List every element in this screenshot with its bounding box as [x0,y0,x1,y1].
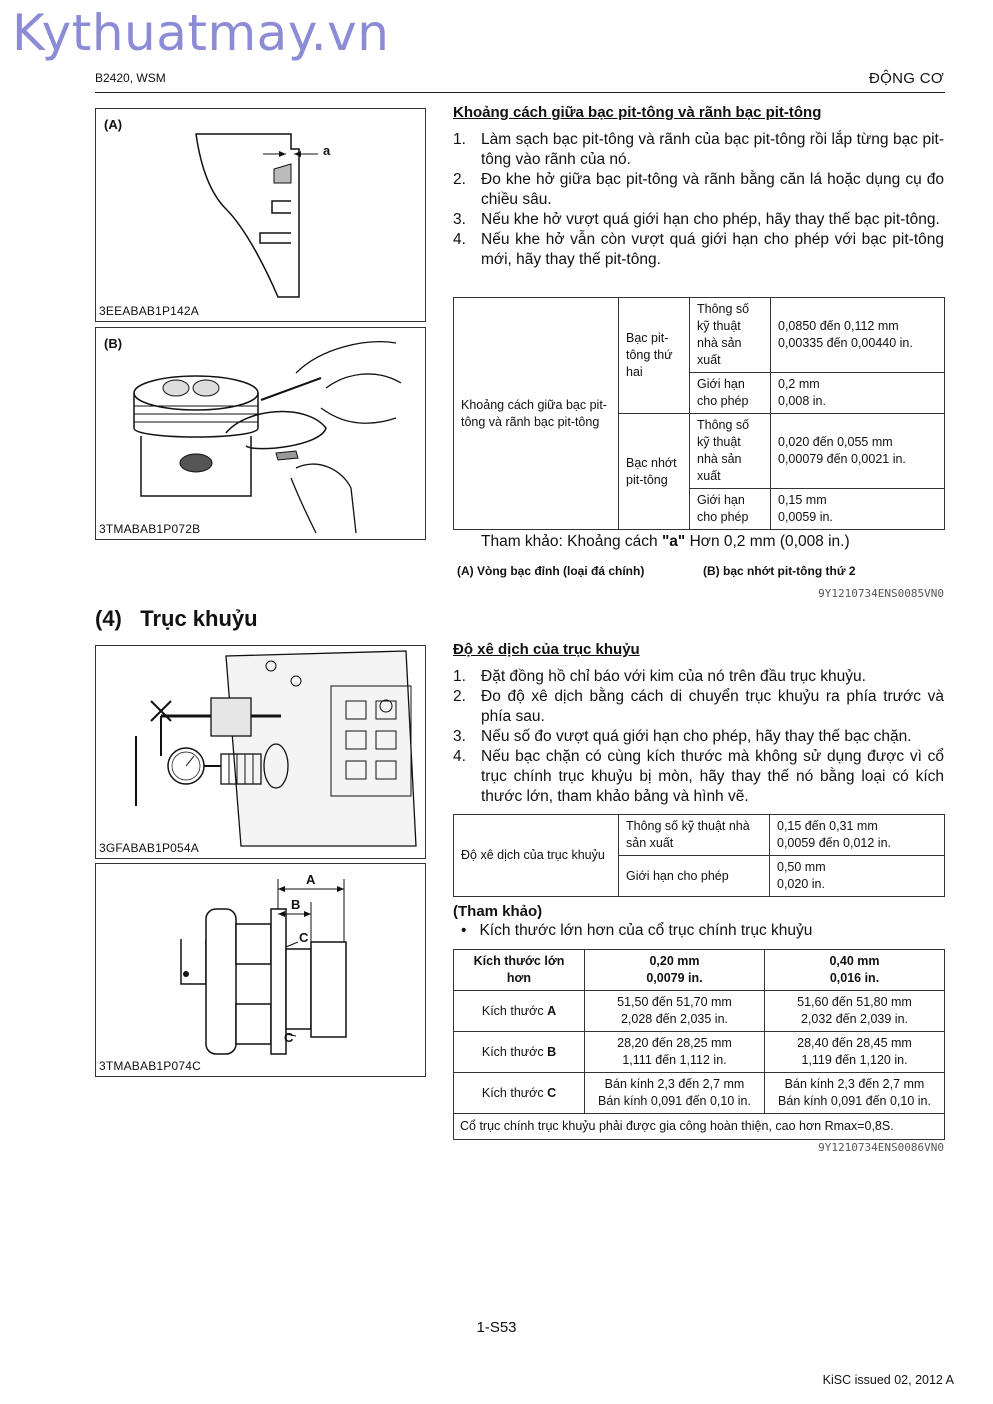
figure-a [95,108,426,322]
list-item: 4. Nếu bạc chặn có cùng kích thước mà không sử dụng được vì cổ trục chính trục khuỷu bị mòn, hãy thay thế nó bằng loại có kích thước lớn, tham khảo bảng và hình vẽ. [453,748,944,805]
section2-steps [453,667,944,807]
table-footnote: Cổ trục chính trục khuỷu phải được gia công hoàn thiện, cao hơn Rmax=0,8S. [454,1114,945,1140]
table-row: Kích thước B 28,20 đến 28,25 mm 1,111 đến 1,112 in. 28,40 đến 28,45 mm 1,119 đến 1,120 in. [454,1032,945,1073]
callout-c-bottom: C [284,1030,294,1045]
callout-b: B [291,897,301,912]
doc-code-2: 9Y1210734ENS0086VN0 [818,1141,944,1154]
table-oilring-label: Bạc nhớt pit-tông [619,414,690,530]
table-spec-label: Thông số kỹ thuật nhà sản xuất [690,298,771,373]
table-ring2-limit: 0,2 mm 0,008 in. [771,373,945,414]
table-item-label: Độ xê dịch của trục khuỷu [454,815,619,897]
table-header: 0,40 mm 0,016 in. [765,950,945,991]
table-ring2-spec: 0,0850 đến 0,112 mm 0,00335 đến 0,00440 in. [771,298,945,373]
table-row: Kích thước A 51,50 đến 51,70 mm 2,028 đến 2,035 in. 51,60 đến 51,80 mm 2,032 đến 2,039 in. [454,991,945,1032]
figure-b [95,327,426,540]
reference-note: Tham khảo: Khoảng cách "a" Hơn 0,2 mm (0,008 in.) [481,533,850,550]
figure-a-callout: a [323,143,331,158]
figure-c [95,645,426,859]
ring-clearance-table [453,297,945,530]
header-rule [95,92,945,93]
table-limit-label: Giới hạn cho phép [690,373,771,414]
page-number: 1-S53 [476,1319,517,1336]
list-item: 2. Đo độ xê dịch bằng cách di chuyển trục khuỷu ra phía trước và phía sau. [453,688,944,725]
table-spec-label: Thông số kỹ thuật nhà sản xuất [619,815,770,856]
section-heading: (4) Trục khuỷu [95,606,258,631]
list-item: 4. Nếu khe hở vẫn còn vượt quá giới hạn cho phép với bạc pit-tông mới, hãy thay thế pit-tông. [453,231,944,268]
reference-title: (Tham khảo) [453,903,543,920]
table-row: Kích thước C Bán kính 2,3 đến 2,7 mm Bán kính 0,091 đến 0,10 in. Bán kính 2,3 đến 2,7 mm Bán kính 0,091 đến 0,10 in. [454,1073,945,1114]
section1-steps [453,130,944,270]
section1-title: Khoảng cách giữa bạc pit-tông và rãnh bạc pit-tông [453,104,822,121]
caption-a: (A) Vòng bạc đỉnh (loại đá chính) [457,564,645,578]
dial-indicator-illustration [96,646,425,858]
table-limit-value: 0,50 mm 0,020 in. [770,856,945,897]
piston-groove-illustration [96,109,425,321]
table-header: Kích thước lớn hơn [454,950,585,991]
table-limit-label: Giới hạn cho phép [690,489,771,530]
table-ring2-label: Bạc pit-tông thứ hai [619,298,690,414]
watermark-logo: Kythuatmay.vn [12,4,390,62]
header-chapter: ĐỘNG CƠ [869,70,944,87]
table-item-label: Khoảng cách giữa bạc pit-tông và rãnh bạc pit-tông [454,298,619,530]
feeler-gauge-illustration [96,328,425,539]
reference-bullet: • Kích thước lớn hơn của cổ trục chính trục khuỷu [461,922,813,939]
figure-c-code: 3GFABAB1P054A [99,841,199,855]
table-limit-label: Giới hạn cho phép [619,856,770,897]
list-item: 1. Đặt đồng hồ chỉ báo với kim của nó trên đầu trục khuỷu. [453,668,866,685]
list-item: 2. Đo khe hở giữa bạc pit-tông và rãnh bằng căn lá hoặc dụng cụ đo chiều sâu. [453,171,944,208]
figure-a-code: 3EEABAB1P142A [99,304,200,318]
caption-b: (B) bạc nhớt pit-tông thứ 2 [703,564,856,578]
figure-a-label: (A) [104,117,123,132]
figure-d [95,863,426,1077]
header-model: B2420, WSM [95,71,166,85]
figure-d-code: 3TMABAB1P074C [99,1059,201,1073]
table-oil-spec: 0,020 đến 0,055 mm 0,00079 đến 0,0021 in. [771,414,945,489]
figure-b-label: (B) [104,336,123,351]
end-play-table [453,814,945,897]
list-item: 3. Nếu khe hở vượt quá giới hạn cho phép, hãy thay thế bạc pit-tông. [453,211,940,228]
section2-title: Độ xê dịch của trục khuỷu [453,641,640,658]
oversize-table [453,949,945,1140]
crankshaft-dimension-illustration [96,864,425,1076]
callout-a: A [306,872,316,887]
table-oil-limit: 0,15 mm 0,0059 in. [771,489,945,530]
list-item: 1. Làm sạch bạc pit-tông và rãnh của bạc pit-tông rồi lắp từng bạc pit-tông vào rãnh của nó. [453,131,944,168]
table-spec-label: Thông số kỹ thuật nhà sản xuất [690,414,771,489]
doc-code-1: 9Y1210734ENS0085VN0 [818,587,944,600]
figure-b-code: 3TMABAB1P072B [99,522,201,536]
list-item: 3. Nếu số đo vượt quá giới hạn cho phép, hãy thay thế bạc chặn. [453,728,912,745]
issue-note: KiSC issued 02, 2012 A [822,1373,954,1387]
callout-c-top: C [299,930,309,945]
table-spec-value: 0,15 đến 0,31 mm 0,0059 đến 0,012 in. [770,815,945,856]
table-header: 0,20 mm 0,0079 in. [585,950,765,991]
